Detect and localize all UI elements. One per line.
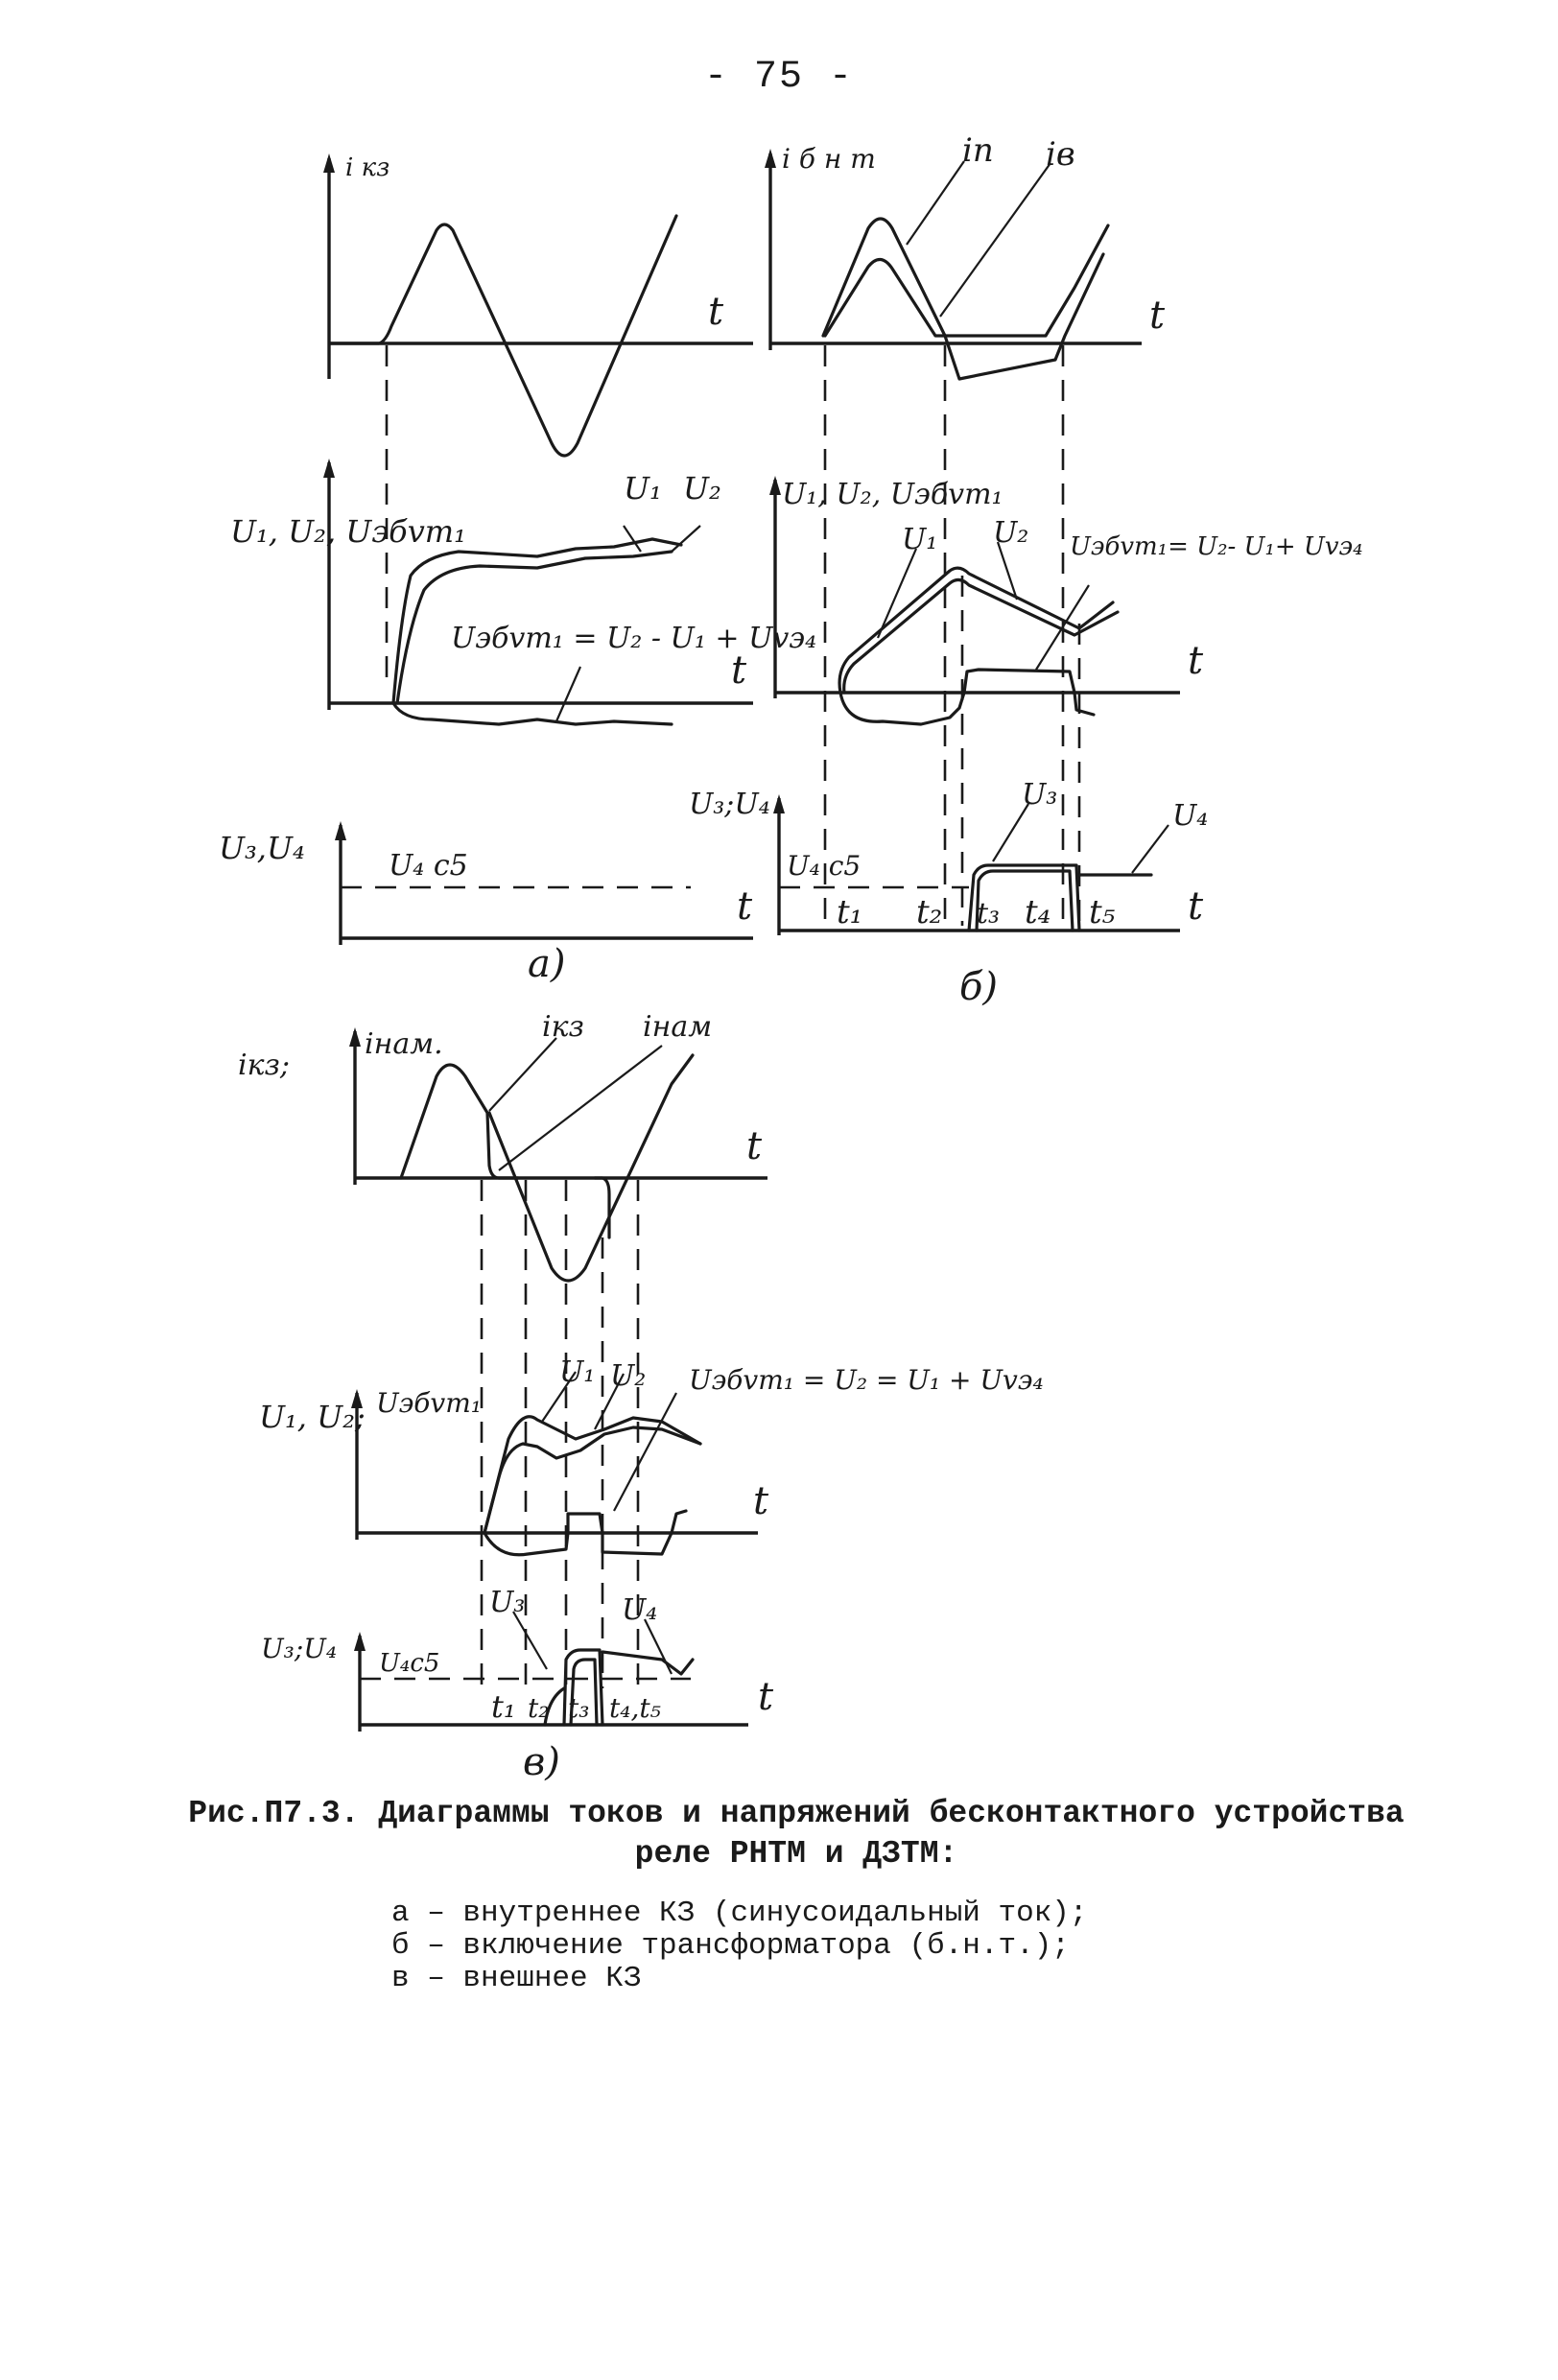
c-formula: Uэбvт₁ = U₂ = U₁ + Uvэ₄ bbox=[689, 1364, 1044, 1396]
c-ikz-curve bbox=[489, 1055, 693, 1281]
caption-line-2: реле РНТМ и ДЗТМ: bbox=[634, 1836, 958, 1872]
figure-legend bbox=[391, 1897, 1088, 1995]
a-formula-leader bbox=[556, 667, 580, 721]
b-panel-label: б) bbox=[959, 965, 999, 1009]
b-t1-label: t₁ bbox=[837, 893, 863, 931]
a-u34-label: U₃,U₄ bbox=[219, 830, 305, 866]
b-u4c5-label: U₄ c5 bbox=[787, 850, 862, 882]
c-ikz-leader bbox=[489, 1038, 556, 1111]
legend-item-a: а – внутреннее КЗ (синусоидальный ток); bbox=[391, 1897, 1088, 1930]
b-ibnt-label: i б н т bbox=[782, 143, 876, 175]
c-logic-y-arrow bbox=[354, 1632, 366, 1651]
b-iv-label: iв bbox=[1046, 135, 1075, 174]
b-u4-label: U₄ bbox=[1172, 799, 1209, 833]
c-u4-line bbox=[602, 1652, 693, 1674]
c-inam-label-1: iнам. bbox=[365, 1027, 443, 1061]
b-uvt-curve bbox=[840, 670, 1094, 724]
c-u4-leader bbox=[645, 1619, 672, 1674]
b-u1-label: U₁ bbox=[902, 523, 938, 556]
legend-item-b: б – включение трансформатора (б.н.т.); bbox=[391, 1929, 1070, 1963]
b-current-y-arrow bbox=[765, 149, 776, 168]
c-u2-curve bbox=[484, 1427, 700, 1533]
a-current-y-arrow bbox=[323, 153, 335, 173]
c-inam-leader bbox=[499, 1046, 662, 1170]
b-logic-y-arrow bbox=[773, 794, 785, 813]
a-ikz-label: i кз bbox=[345, 153, 390, 182]
a-t-label-1: t bbox=[708, 290, 724, 334]
c-u1-curve bbox=[484, 1417, 700, 1533]
c-panel-label: в) bbox=[523, 1740, 560, 1784]
c-u3-leader bbox=[513, 1612, 547, 1669]
c-u12-label: U₁, U₂; bbox=[259, 1399, 366, 1435]
c-u1-label: U₁ bbox=[559, 1355, 596, 1389]
a-panel-label: a) bbox=[528, 942, 566, 986]
b-u34-label: U₃;U₄ bbox=[689, 788, 770, 821]
b-voltage-y-arrow bbox=[769, 476, 781, 495]
b-u1-leader bbox=[878, 549, 916, 638]
panel-b bbox=[689, 131, 1363, 1009]
b-t-label-3: t bbox=[1188, 884, 1204, 929]
c-formula-leader bbox=[614, 1393, 676, 1511]
c-ikz-label: iкз bbox=[542, 1010, 584, 1044]
c-uvt-label: Uэбvт₁ bbox=[376, 1387, 482, 1419]
page-number: - 75 - bbox=[703, 56, 855, 99]
a-t-label-2: t bbox=[731, 648, 747, 693]
a-u4c5-label: U₄ c5 bbox=[389, 849, 468, 883]
b-iv-leader bbox=[940, 163, 1050, 317]
caption-line-1: Рис.П7.3. Диаграммы токов и напряжений бесконтактного устройства bbox=[188, 1796, 1405, 1831]
c-u4c5-label: U₄c5 bbox=[379, 1649, 440, 1678]
c-current-y-arrow bbox=[349, 1027, 361, 1047]
c-t3-label: t₃ bbox=[568, 1692, 590, 1724]
b-u2-curve bbox=[844, 579, 1118, 693]
panel-v bbox=[238, 1010, 1044, 1784]
c-t1-label: t₁ bbox=[491, 1688, 516, 1725]
a-uvt-curve bbox=[393, 703, 672, 724]
c-u4-label: U₄ bbox=[622, 1593, 658, 1627]
b-in-curve bbox=[823, 219, 1103, 379]
c-u2-label: U₂ bbox=[610, 1359, 647, 1393]
panel-a bbox=[219, 153, 816, 986]
c-u34-label: U₃;U₄ bbox=[261, 1633, 338, 1664]
legend-item-v: в – внешнее КЗ bbox=[391, 1962, 642, 1995]
a-u2-label: U₂ bbox=[683, 470, 721, 507]
b-t-label-1: t bbox=[1149, 294, 1166, 338]
b-t5-label: t₅ bbox=[1089, 893, 1116, 931]
b-u3-leader bbox=[993, 804, 1028, 861]
a-t-label-3: t bbox=[737, 884, 753, 929]
b-u2-label: U₂ bbox=[993, 516, 1029, 550]
c-u3-label: U₃ bbox=[489, 1586, 526, 1619]
b-u12-label: U₁, U₂, Uэбvт₁ bbox=[782, 478, 1003, 511]
a-formula: Uэбvт₁ = U₂ - U₁ + Uvэ₄ bbox=[451, 622, 817, 655]
b-t3-label: t₃ bbox=[977, 897, 1001, 931]
b-t-label-2: t bbox=[1188, 639, 1204, 683]
a-u1-leader bbox=[624, 526, 641, 552]
b-u3-label: U₃ bbox=[1022, 778, 1058, 812]
c-t45-label: t₄,t₅ bbox=[609, 1692, 661, 1724]
c-inam-neg-curve bbox=[595, 1178, 609, 1237]
b-in-label: iп bbox=[962, 131, 994, 170]
figure-caption bbox=[115, 1794, 1477, 1874]
a-logic-y-arrow bbox=[335, 821, 346, 840]
c-ikz-axis-label: iкз; bbox=[238, 1049, 290, 1082]
b-formula: Uэбvт₁= U₂- U₁+ Uvэ₄ bbox=[1070, 532, 1363, 561]
b-u4-leader bbox=[1132, 825, 1168, 873]
b-t2-label: t₂ bbox=[916, 893, 943, 931]
c-t-label-1: t bbox=[746, 1124, 763, 1168]
a-current-curve bbox=[331, 216, 676, 456]
c-t-label-3: t bbox=[758, 1675, 774, 1719]
c-t2-label: t₂ bbox=[528, 1692, 550, 1724]
a-u1-label: U₁ bbox=[624, 470, 662, 507]
c-inam-label-2: iнам bbox=[643, 1010, 713, 1044]
b-t4-label: t₄ bbox=[1025, 893, 1051, 931]
b-in-leader bbox=[907, 161, 964, 245]
a-u2-leader bbox=[672, 526, 700, 552]
c-inam-curve bbox=[401, 1065, 518, 1178]
c-t-label-2: t bbox=[753, 1479, 769, 1523]
a-voltage-y-arrow bbox=[323, 459, 335, 478]
a-u12-label: U₁, U₂, Uэбvт₁ bbox=[230, 513, 466, 550]
